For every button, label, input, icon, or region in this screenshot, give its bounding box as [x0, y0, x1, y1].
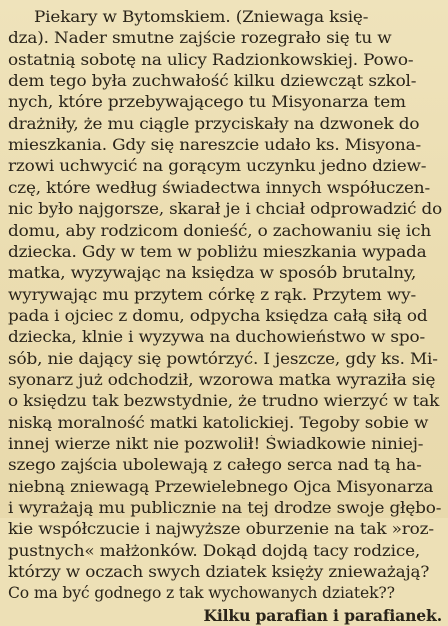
article-line-text: domu, aby rodzicom donieść, o zachowaniu się ich: [8, 221, 432, 240]
article-line: [0, 285, 448, 307]
article-line-text: ostatnią sobotę na ulicy Radzionkowskiej. Powo-: [8, 50, 414, 69]
article-line-text: mieszkania. Gdy się nareszcie udało ks. Misyona-: [8, 136, 421, 155]
article-line-text: dziecka. Gdy w tem w pobliżu mieszkania wypada: [8, 242, 427, 261]
article-line: [0, 156, 448, 178]
article-line-text: nic było najgorsze, skarał je i chciał odprowadzić do: [8, 200, 443, 219]
article-signature: Kilku parafian i parafianek.: [203, 605, 442, 625]
article-line-text: którzy w oczach swych dziatek księży znieważają?: [8, 563, 430, 582]
article-line: [0, 583, 448, 605]
article-line-text: matka, wyzywając na księdza w sposób brutalny,: [8, 264, 417, 283]
article-line: [0, 455, 448, 477]
article-line: [0, 519, 448, 541]
article-line: [0, 92, 448, 114]
article-line: [0, 562, 448, 584]
article-line-text: wyrywając mu przytem córkę z rąk. Przytem wy-: [8, 285, 416, 304]
article-line-text: niebną zniewagą Przewielebnego Ojca Misyonarza: [8, 477, 434, 496]
article-line: [0, 263, 448, 285]
article-line: [0, 413, 448, 435]
article-line-text: drażniły, że mu ciągle przyciskały na dzwonek do: [8, 114, 420, 133]
article-signature-line: [0, 605, 448, 626]
article-line-text: pustnych« małżonków. Dokąd dojdą tacy rodzice,: [8, 541, 421, 560]
article-line: [0, 199, 448, 221]
article-line: [0, 114, 448, 136]
article-line: [0, 370, 448, 392]
article-line: [0, 391, 448, 413]
article-line: [0, 7, 448, 29]
article-line: [0, 477, 448, 499]
article-line: [0, 135, 448, 157]
article-line-text: Co ma być godnego z tak wychowanych dziatek??: [8, 584, 395, 603]
article-line-text: nych, które przebywającego tu Misyonarza tem: [8, 93, 406, 112]
article-line-text: o księdzu tak bezwstydnie, że trudno wierzyć w tak: [8, 392, 440, 411]
article-line-text: szego zajścia ubolewają z całego serca nad tą ha-: [8, 456, 422, 475]
article-line: [0, 178, 448, 200]
article-line: [0, 498, 448, 520]
article-line: [0, 71, 448, 93]
article-line: [0, 349, 448, 371]
article-line: [0, 28, 448, 50]
article-line-text: sób, nie dający się powtórzyć. I jeszcze, gdy ks. Mi-: [8, 349, 438, 368]
article-line-text: dza). Nader smutne zajście rozegrało się tu w: [8, 29, 392, 48]
article-line: [0, 434, 448, 456]
article-line-text: rzowi uchwycić na gorącym uczynku jedno dziew-: [8, 157, 427, 176]
article-line: [0, 242, 448, 264]
article-line: [0, 327, 448, 349]
article-line: [0, 306, 448, 328]
article-line: [0, 541, 448, 563]
article-line-text: czę, które według świadectwa innych współuczen-: [8, 178, 431, 197]
article-line-text: dziecka, klnie i wyzywa na duchowieństwo w spo-: [8, 328, 426, 347]
article-line-text: innej wierze nikt nie pozwolił! Świadkowie niniej-: [8, 435, 424, 453]
article-line: [0, 50, 448, 72]
article-line-text: i wyrażają mu publicznie na tej drodze swoje głębo-: [8, 499, 442, 518]
article-line: [0, 221, 448, 243]
article-line-text: pada i ojciec z domu, odpycha księdza całą siłą od: [8, 306, 428, 325]
article-line-text: syonarz już odchodził, wzorowa matka wyraziła się: [8, 370, 436, 389]
article-line-text: Piekary w Bytomskiem. (Zniewaga księ-: [34, 8, 369, 26]
article-line-text: kie współczucie i najwyższe oburzenie na tak »roz-: [8, 520, 434, 539]
article-line-text: dem tego była zuchwałość kilku dziewcząt szkol-: [8, 72, 417, 91]
article-line-text: niską moralność matki katolickiej. Tegoby sobie w: [8, 413, 429, 432]
